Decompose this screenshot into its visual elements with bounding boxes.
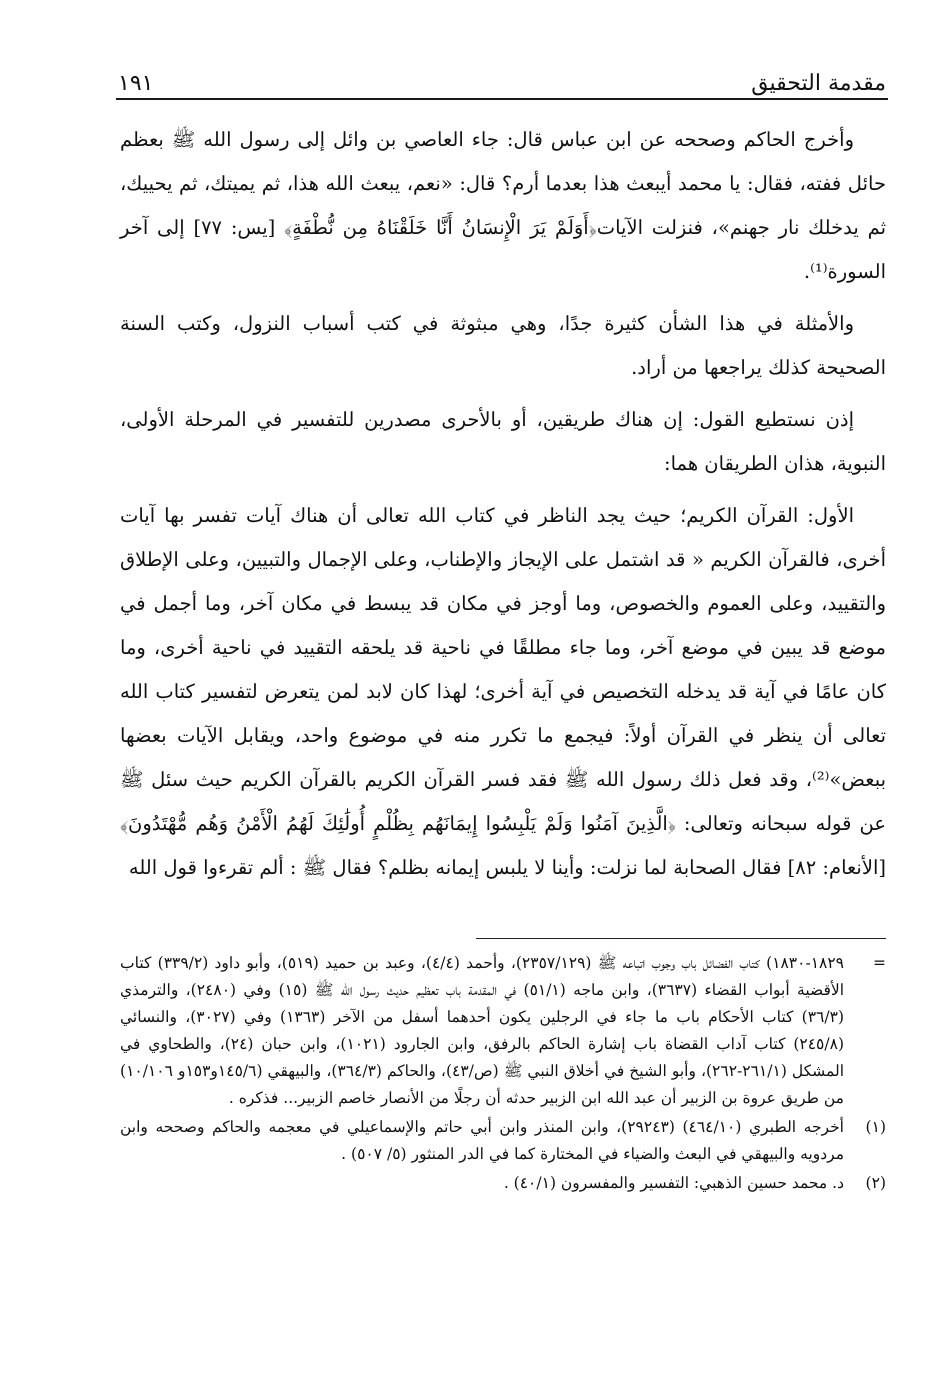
running-header bbox=[118, 56, 886, 96]
footnote-marker: = bbox=[873, 954, 886, 972]
page-number: ١٩١ bbox=[118, 71, 154, 96]
footnote bbox=[120, 1170, 886, 1197]
paragraph: وأخرج الحاكم وصححه عن ابن عباس قال: جاء العاصي بن وائل إلى رسول الله ﷺ بعظم حائل ففته، فقال: يا محمد أيبعث هذا بعدما أرم؟ قال: «نعم، يبعث الله هذا، ثم يميتك، ثم يحييك، ثم يدخلك نار جهنم»، فنزلت الآيات﴿أَوَلَمْ يَرَ الْإِنسَانُ أَنَّا خَلَقْنَاهُ مِن نُّطْفَةٍ﴾ [يس: ٧٧] إلى آخر السورة⁽¹⁾. bbox=[120, 128, 886, 283]
footnote-text: ١٨٢٩-١٨٣٠) كتاب الفضائل باب وجوب اتباعه ﷺ (٢٣٥٧/١٢٩)، وأحمد (٤/٤)، وعبد بن حميد (٥١٩)، وأبو داود (٣٣٩/٢) كتاب الأقضية أبواب القضاء (٣٦٣٧)، وابن ماجه (٥١/١) في المقدمة باب تعظيم حديث رسول الله ﷺ (١٥) وفي (٢٤٨٠)، والترمذي (٣٦/٣) كتاب الأحكام باب ما جاء في الرجلين يكون أحدهما أسفل من الآخر (١٣٦٣) وفي (٣٠٢٧)، والنسائي (٢٤٥/٨) كتاب آداب القضاة باب إشارة الحاكم بالرفق، وابن الجارود (١٠٢١)، وابن حبان (٢٤)، والطحاوي في المشكل (٢٦١/١-٢٦٢)، وأبو الشيخ في أخلاق النبي ﷺ (ص/٤٣)، والحاكم (٣٦٤/٣)، والبيهقي (١٤٥/٦و١٥٣و ١٠/١٠٦) من طريق عروة بن الزبير أن عبد الله ابن الزبير حدثه أن رجلًا من الأنصار خاصم الزبير... فذكره . bbox=[120, 954, 844, 1107]
header-rule bbox=[116, 98, 888, 100]
footnotes bbox=[120, 950, 886, 1199]
footnote-marker: (١) bbox=[865, 1118, 886, 1136]
paragraph: إذن نستطيع القول: إن هناك طريقين، أو بالأحرى مصدرين للتفسير في المرحلة الأولى، النبوية، هذان الطريقان هما: bbox=[120, 408, 886, 475]
footnote-text: د. محمد حسين الذهبي: التفسير والمفسرون (٤٠/١) . bbox=[503, 1174, 844, 1192]
body-text bbox=[120, 118, 886, 898]
footnote-marker: (٢) bbox=[865, 1174, 886, 1192]
paragraph: والأمثلة في هذا الشأن كثيرة جدًا، وهي مبثوثة في كتب أسباب النزول، وكتب السنة الصحيحة كذلك يراجعها من أراد. bbox=[120, 312, 886, 379]
footnote bbox=[120, 950, 886, 1112]
footnote-separator bbox=[476, 938, 886, 939]
footnote-text: أخرجه الطبري (٤٦٤/١٠) (٢٩٢٤٣)، وابن المنذر وابن أبي حاتم والإسماعيلي في معجمه والحاكم وصححه وابن مردويه والبيهقي في البعث والضياء في المختارة كما في الدر المنثور (٥/ ٥٠٧) . bbox=[120, 1118, 844, 1163]
header-title: مقدمة التحقيق bbox=[751, 71, 886, 96]
paragraph: الأول: القرآن الكريم؛ حيث يجد الناظر في كتاب الله تعالى أن هناك آيات تفسر بها آيات أخرى، فالقرآن الكريم « قد اشتمل على الإيجاز والإطناب، وعلى الإجمال والتبيين، وعلى الإطلاق والتقييد، وعلى العموم والخصوص، وما أوجز في مكان قد يبسط في مكان آخر، وما أجمل في موضع قد يبين في موضع آخر، وما جاء مطلقًا في ناحية قد يلحقه التقييد في ناحية أخرى، وما كان عامًا في آية قد يدخله التخصيص في آية أخرى؛ لهذا كان لابد لمن يتعرض لتفسير كتاب الله تعالى أن ينظر في القرآن أولاً: فيجمع ما تكرر منه في موضوع واحد، ويقابل الآيات بعضها ببعض»⁽²⁾، وقد فعل ذلك رسول الله ﷺ فقد فسر القرآن الكريم بالقرآن الكريم حيث سئل ﷺ عن قوله سبحانه وتعالى: ﴿الَّذِينَ آمَنُوا وَلَمْ يَلْبِسُوا إِيمَانَهُم بِظُلْمٍ أُولَٰئِكَ لَهُمُ الْأَمْنُ وَهُم مُّهْتَدُونَ﴾ [الأنعام: ٨٢] فقال الصحابة لما نزلت: وأينا لا يلبس إيمانه بظلم؟ فقال ﷺ : ألم تقرءوا قول الله bbox=[120, 504, 886, 879]
footnote bbox=[120, 1114, 886, 1168]
